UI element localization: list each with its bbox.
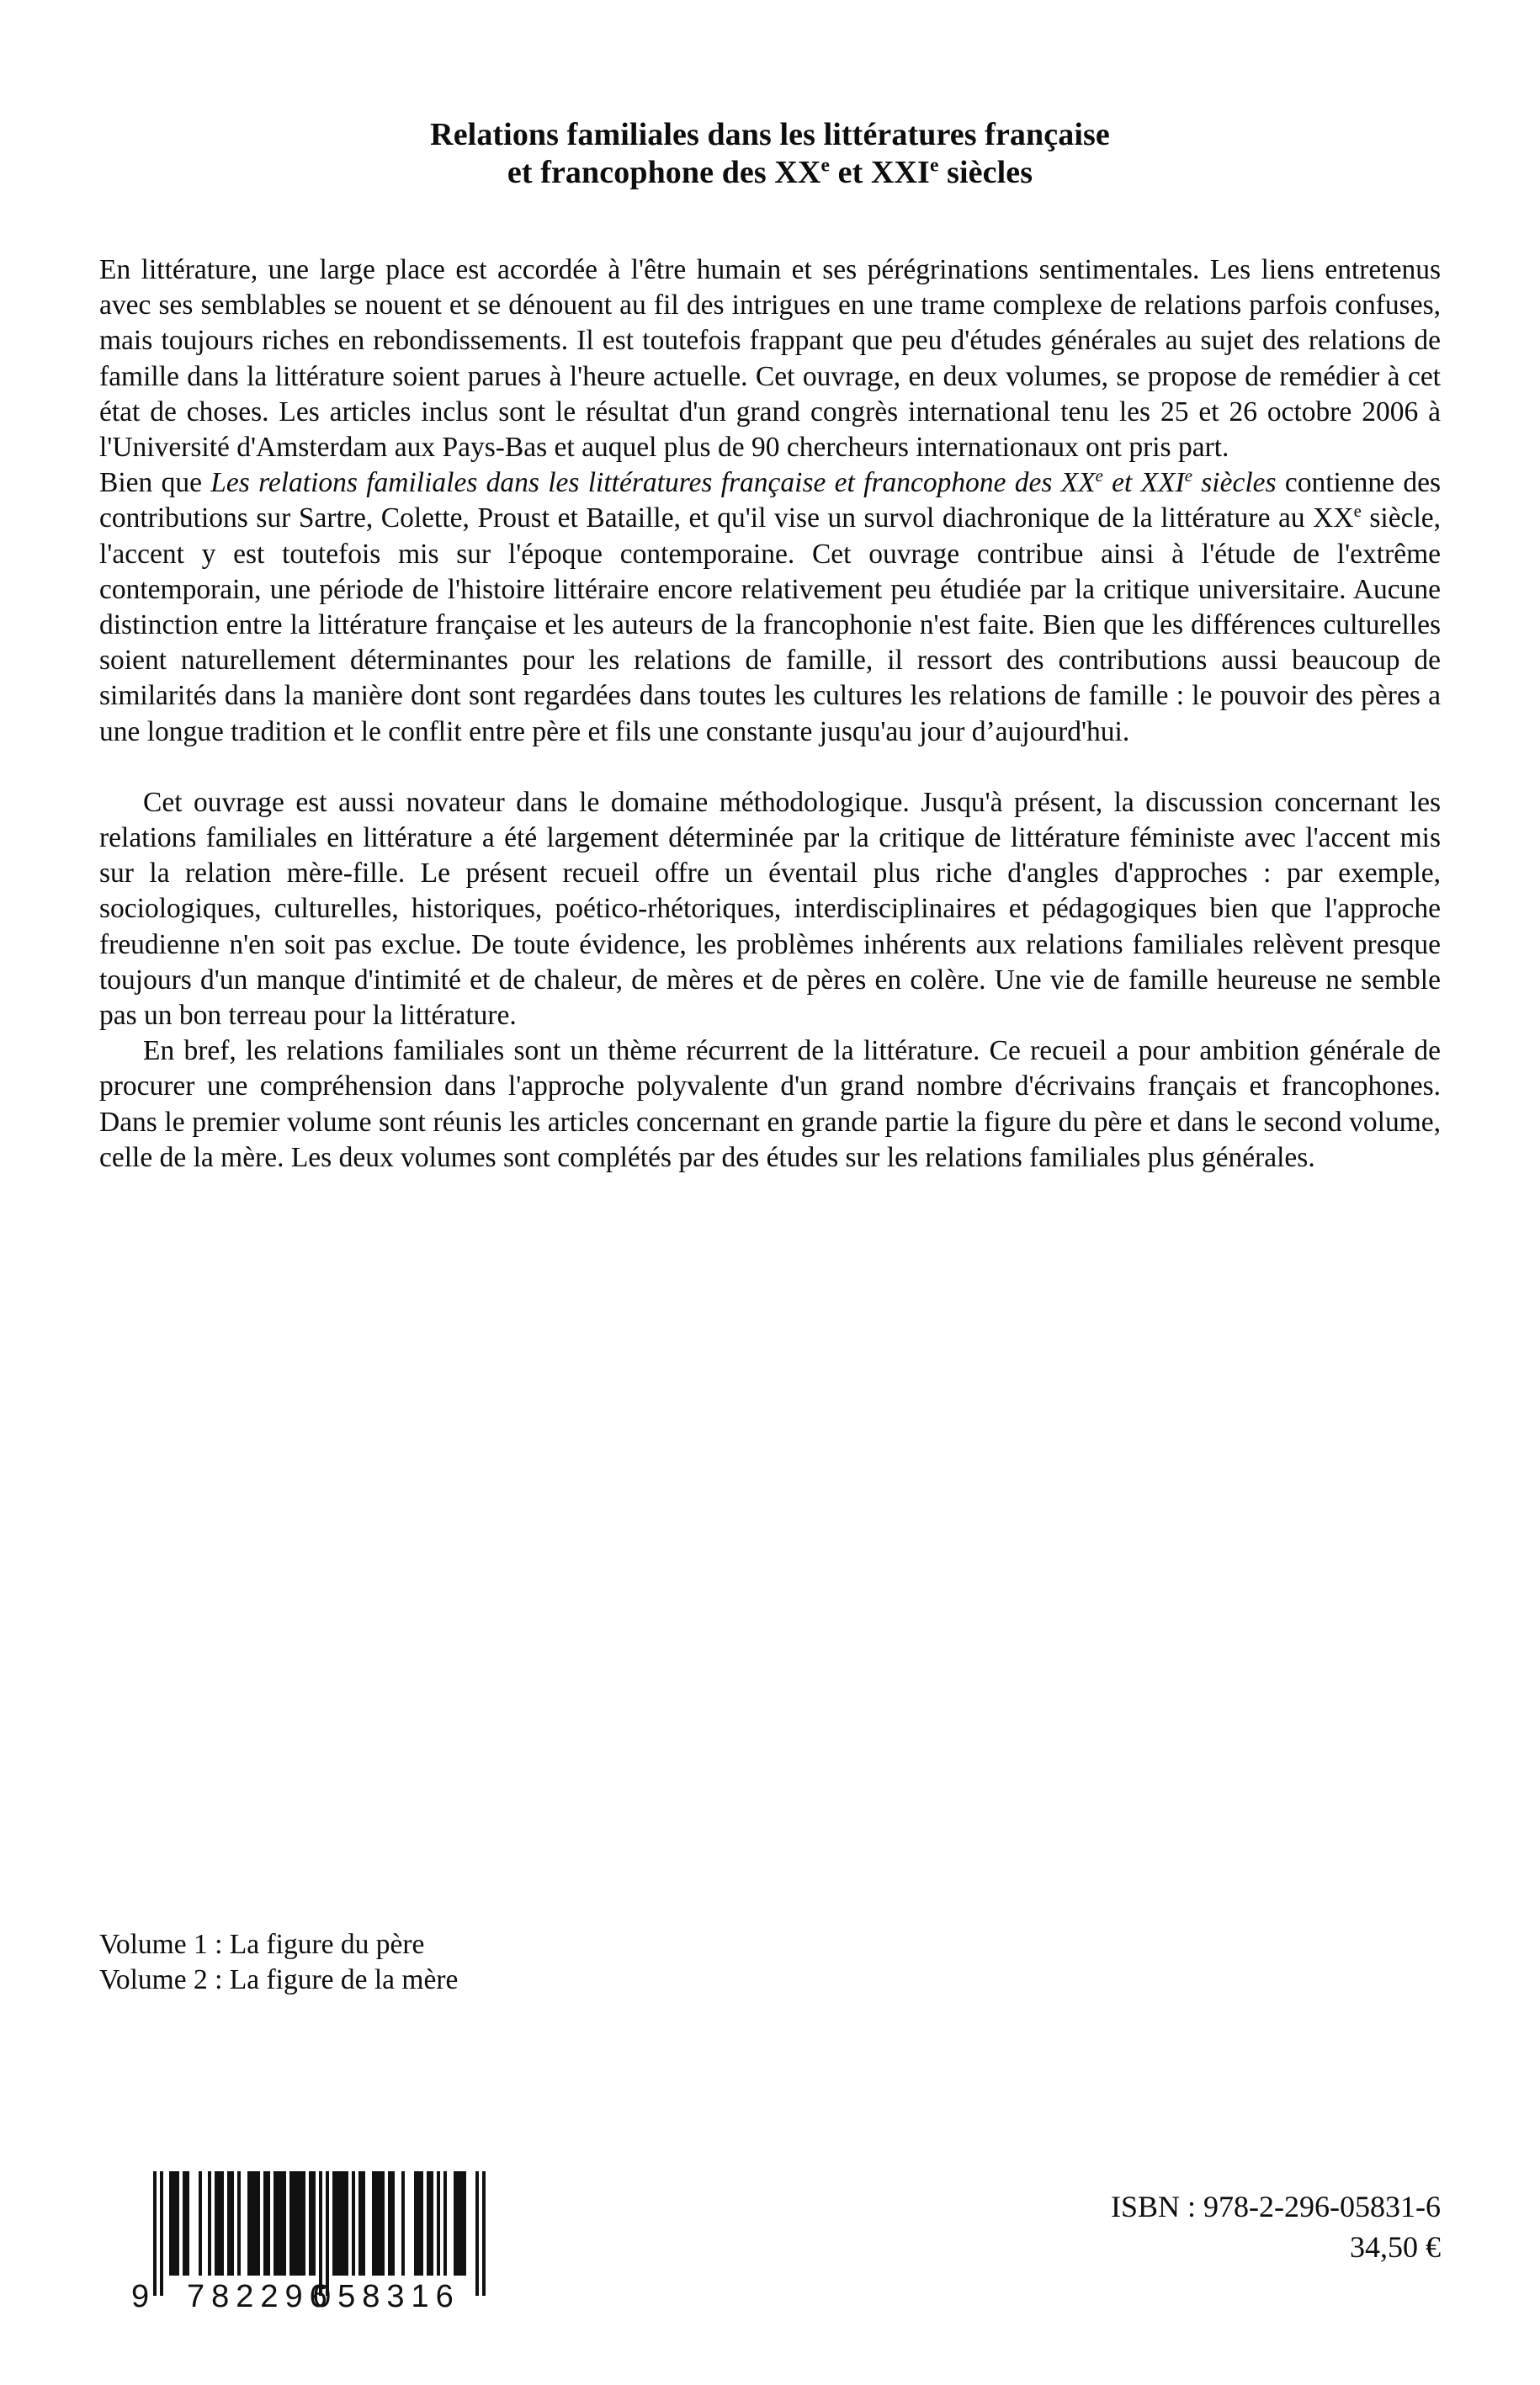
cited-work-part-3: siècles — [1192, 467, 1277, 499]
title-ordinal-sup-1: e — [820, 154, 831, 177]
title-line-2-part-b: et XXI — [830, 155, 930, 190]
ean13-barcode — [131, 2171, 459, 2323]
barcode-number — [131, 2279, 459, 2314]
paragraph-gap — [99, 750, 1441, 785]
cited-work-part-1: Les relations familiales dans les littératures française et francophone des XX — [210, 467, 1096, 499]
page-title — [99, 116, 1441, 192]
paragraph-3-text: Cet ouvrage est aussi novateur dans le domaine méthodologique. Jusqu'à présent, la discussion concernant les relations familiales en littérature a été largement déterminée par la critique de littérature féministe avec l'accent mis sur la relation mère-fille. Le présent recueil offre un éventail plus riche d'angles d'approches : par exemple, sociologiques, culturelles, historiques, poético-rhétoriques, interdisciplinaires et pédagogiques bien que l'approche freudienne n'en soit pas exclue. De toute évidence, les problèmes inhérents aux relations familiales relèvent presque toujours d'un manque d'intimité et de chaleur, de mères et de pères en colère. Une vie de famille heureuse ne semble pas un bon terreau pour la littérature. — [99, 786, 1441, 1032]
paragraph-4 — [99, 1033, 1441, 1176]
title-line-2 — [99, 154, 1441, 192]
paragraph-2-tail-a: contienne des contributions sur Sartre, Colette, Proust et Bataille, et qu'il vise un survol diachronique de la littérature au XX — [99, 467, 1441, 534]
paragraph-3 — [99, 785, 1441, 1033]
barcode-lead-digit: 9 — [131, 2279, 151, 2314]
volume-list — [99, 1927, 941, 1998]
cited-work-sup-1: e — [1095, 466, 1103, 486]
paragraph-2-tail-b: siècle, l'accent y est toutefois mis sur l'époque contemporaine. Cet ouvrage contribue ainsi à l'étude de l'extrême contemporain, une période de l'histoire littéraire encore relativement peu étudiée par la critique universitaire. Aucune distinction entre la littérature française et les auteurs de la francophonie n'est faite. Bien que les différences culturelles soient naturellement déterminantes pour les relations de famille, il ressort des contributions aussi beaucoup de similarités dans la manière dont sont regardées dans toutes les cultures les relations de famille : le pouvoir des pères a une longue tradition et le conflit entre père et fils une constante jusqu'au jour d’aujourd'hui. — [99, 502, 1441, 747]
cited-work-sup-2: e — [1184, 466, 1192, 486]
price-text: 34,50 € — [1350, 2230, 1441, 2264]
isbn-price-block — [852, 2186, 1441, 2267]
blurb-body — [99, 252, 1441, 1176]
paragraph-1: En littérature, une large place est accordée à l'être humain et ses pérégrinations sentimentales. Les liens entretenus avec ses semblables se nouent et se dénouent au fil des intrigues en une trame complexe de relations parfois confuses, mais toujours riches en rebondissements. Il est toutefois frappant que peu d'études générales au sujet des relations de famille dans la littérature soient parues à l'heure actuelle. Cet ouvrage, en deux volumes, se propose de remédier à cet état de choses. Les articles inclus sont le résultat d'un grand congrès international tenu les 25 et 26 octobre 2006 à l'Université d'Amsterdam aux Pays-Bas et auquel plus de 90 chercheurs internationaux ont pris part. — [99, 254, 1441, 464]
volume-item-1: Volume 1 : La figure du père — [99, 1929, 425, 1960]
paragraph-2 — [99, 465, 1441, 750]
paragraph-2-sup-3: e — [1353, 502, 1362, 522]
title-line-2-part-a: et francophone des XX — [507, 155, 821, 190]
ean13-barcode-icon — [153, 2171, 486, 2276]
isbn-text: ISBN : 978-2-296-05831-6 — [1111, 2190, 1441, 2223]
cited-work-part-2: et XXI — [1102, 467, 1185, 499]
barcode-left-group: 782296 — [187, 2279, 334, 2314]
paragraph-2-lead: Bien que — [99, 467, 211, 499]
paragraph-4-text: En bref, les relations familiales sont un thème récurrent de la littérature. Ce recueil a pour ambition générale de procurer une compréhension dans l'approche polyvalente d'un grand nombre d'écrivains français et francophones. Dans le premier volume sont réunis les articles concernant en grande partie la figure du père et dans le second volume, celle de la mère. Les deux volumes sont complétés par des études sur les relations familiales plus générales. — [99, 1035, 1441, 1173]
title-line-2-part-c: siècles — [938, 155, 1033, 190]
title-ordinal-sup-2: e — [929, 154, 939, 177]
cited-work-title — [210, 467, 1276, 498]
volume-item-2: Volume 2 : La figure de la mère — [99, 1964, 459, 1996]
cover-footer — [99, 2154, 1441, 2323]
barcode-right-group: 058316 — [313, 2279, 460, 2314]
title-line-1: Relations familiales dans les littératures française — [430, 117, 1110, 152]
